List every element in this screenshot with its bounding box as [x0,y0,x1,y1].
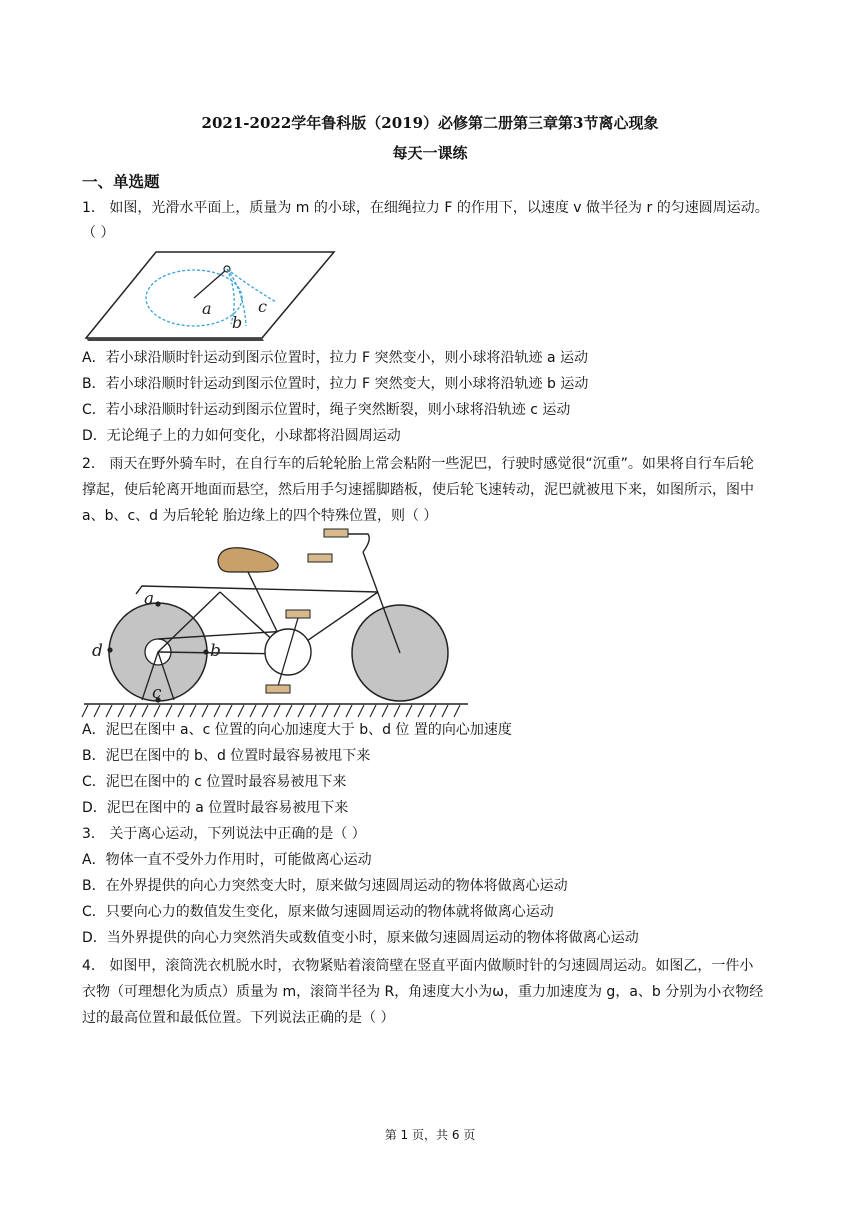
q2-option-a: A．泥巴在图中 a、c 位置的向心加速度大于 b、d 位 置的向心加速度 [82,722,512,738]
q1-option-c: C．若小球沿顺时针运动到图示位置时，绳子突然断裂，则小球将沿轨迹 c 运动 [82,402,571,418]
q3-option-c: C．只要向心力的数值发生变化，原来做匀速圆周运动的物体就将做离心运动 [82,904,554,920]
q4-stem-line1: 4． 如图甲，滚筒洗衣机脱水时，衣物紧贴着滚筒壁在竖直平面内做顺时针的匀速圆周运动。如图乙，一件小 [82,958,754,974]
q3-option-a: A．物体一直不受外力作用时，可能做离心运动 [82,852,372,868]
q2-stem-line2: 撑起，使后轮离开地面而悬空，然后用手匀速摇脚踏板，使后轮飞速转动，泥巴就被甩下来，如图所示，图中 [82,482,754,498]
q1-stem-line2: （ ） [82,225,115,241]
page-footer: 第 1 页，共 6 页 [384,1128,476,1142]
q3-stem: 3． 关于离心运动，下列说法中正确的是（ ） [82,826,366,842]
q2-stem-line3: a、b、c、d 为后轮轮 胎边缘上的四个特殊位置，则（ ） [82,508,438,524]
q2-label-a: a [144,589,155,609]
q1-option-d: D．无论绳子上的力如何变化，小球都将沿圆周运动 [82,428,401,444]
q2-label-d: d [92,641,103,661]
q2-option-b: B．泥巴在图中的 b、d 位置时最容易被甩下来 [82,748,371,764]
q2-option-d: D．泥巴在图中的 a 位置时最容易被甩下来 [82,800,349,816]
q4-stem-line2: 衣物（可理想化为质点）质量为 m，滚筒半径为 R，角速度大小为ω，重力加速度为 g，a、b 分别为小衣物经 [82,984,764,1000]
document-subtitle: 每天一课练 [392,144,468,162]
q2-label-c: c [152,683,162,703]
q4-stem-line3: 过的最高位置和最低位置。下列说法正确的是（ ） [82,1010,395,1026]
q3-option-b: B．在外界提供的向心力突然变大时，原来做匀速圆周运动的物体将做离心运动 [82,878,568,894]
q1-label-a: a [202,299,212,318]
q1-figure-circular-motion [84,246,336,342]
q1-option-a: A．若小球沿顺时针运动到图示位置时，拉力 F 突然变小，则小球将沿轨迹 a 运动 [82,350,589,366]
q3-option-d: D．当外界提供的向心力突然消失或数值变小时，原来做匀速圆周运动的物体将做离心运动 [82,930,639,946]
q1-stem-line1: 1． 如图，光滑水平面上，质量为 m 的小球，在细绳拉力 F 的作用下，以速度 v 做半径为 r 的匀速圆周运动。 [82,200,769,216]
q1-option-b: B．若小球沿顺时针运动到图示位置时，拉力 F 突然变大，则小球将沿轨迹 b 运动 [82,376,589,392]
q1-label-c: c [258,297,267,316]
q2-stem-line1: 2． 雨天在野外骑车时，在自行车的后轮轮胎上常会粘附一些泥巴，行驶时感觉很“沉重”。如果将自行车后轮 [82,456,754,472]
q2-option-c: C．泥巴在图中的 c 位置时最容易被甩下来 [82,774,347,790]
document-title: 2021-2022学年鲁科版（2019）必修第二册第三章第3节离心现象 [201,114,659,132]
q2-figure-bicycle [80,524,472,720]
q2-label-b: b [210,641,221,661]
section-heading: 一、单选题 [82,173,160,191]
q1-label-b: b [232,313,243,332]
